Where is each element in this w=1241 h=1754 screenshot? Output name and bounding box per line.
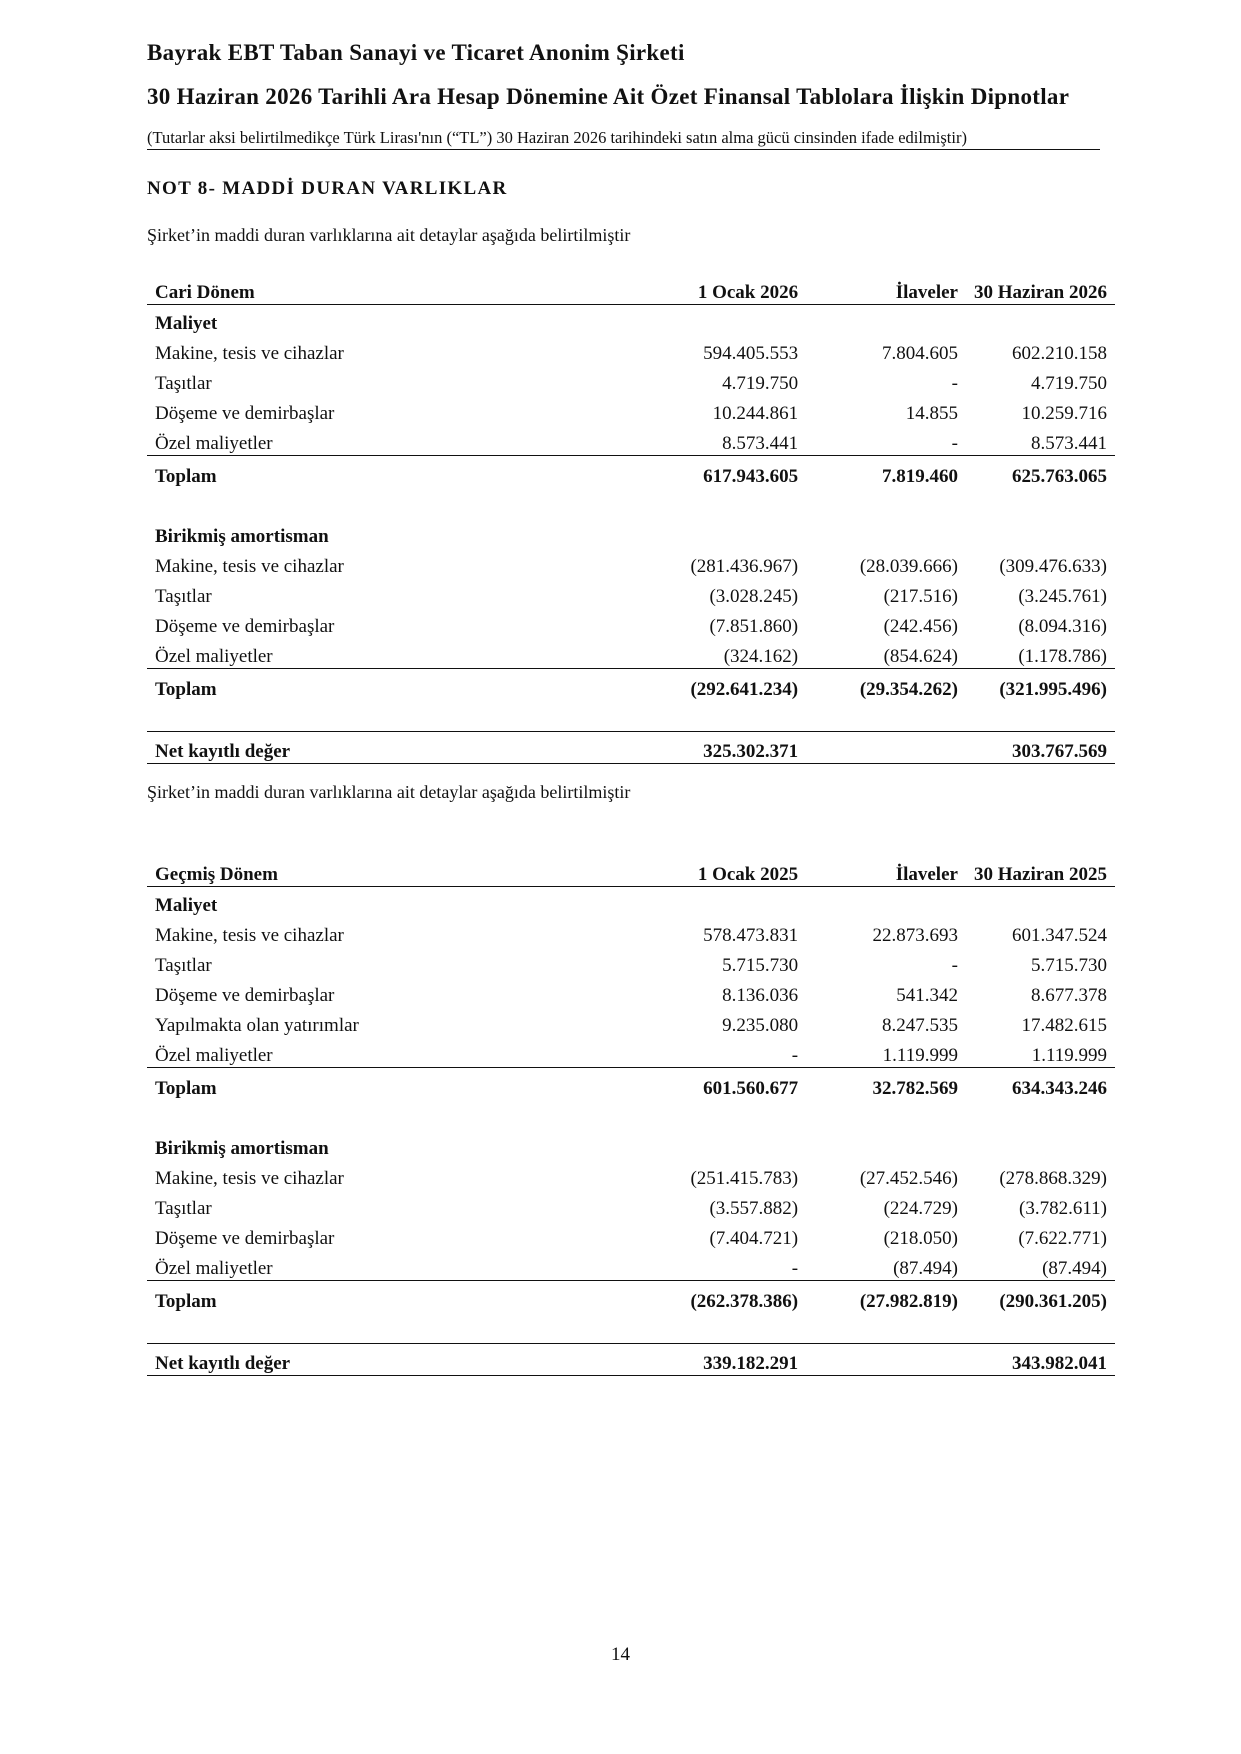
additions-total: (29.354.262): [806, 669, 966, 702]
additions-value: (242.456): [883, 616, 958, 637]
closing-value: (7.622.771): [1018, 1228, 1107, 1249]
depreciation-heading: Birikmiş amortisman: [155, 526, 329, 547]
additions-value: (224.729): [883, 1198, 958, 1219]
table-row: [147, 1190, 1115, 1220]
row-label: Döşeme ve demirbaşlar: [155, 985, 335, 1006]
opening-net: 339.182.291: [606, 1344, 806, 1376]
table-row: [147, 608, 1115, 638]
opening-value: (7.851.860): [709, 616, 799, 637]
row-label: Makine, tesis ve cihazlar: [155, 1168, 344, 1189]
closing-value: (278.868.329): [999, 1168, 1107, 1189]
cost-heading: Maliyet: [155, 313, 218, 334]
opening-total: (262.378.386): [606, 1281, 806, 1314]
table-row: [147, 977, 1115, 1007]
cost-heading: Maliyet: [155, 895, 218, 916]
additions-net: [806, 1344, 966, 1376]
row-label: Döşeme ve demirbaşlar: [155, 403, 335, 424]
row-label: Yapılmakta olan yatırımlar: [155, 1015, 359, 1036]
opening-value: (324.162): [723, 646, 799, 667]
closing-value: (3.782.611): [1019, 1198, 1107, 1219]
total-label: Toplam: [147, 1281, 606, 1314]
additions-value: (87.494): [893, 1258, 958, 1279]
net-label: Net kayıtlı değer: [147, 732, 606, 764]
depreciation-heading-row: [147, 518, 1115, 548]
current-period-table: [147, 270, 1115, 764]
table-row: [147, 425, 1115, 456]
depreciation-heading: Birikmiş amortisman: [155, 1138, 329, 1159]
net-book-value-row: [147, 1344, 1115, 1376]
column-header-period: Cari Dönem: [147, 270, 606, 305]
row-label: Özel maliyetler: [155, 646, 273, 667]
table-row: [147, 1220, 1115, 1250]
row-label: Özel maliyetler: [155, 1045, 273, 1066]
additions-total: 7.819.460: [806, 456, 966, 489]
current-intro-text: Şirket’in maddi duran varlıklarına ait detaylar aşağıda belirtilmiştir: [147, 225, 631, 245]
opening-value: 594.405.553: [703, 343, 799, 364]
additions-value: (217.516): [883, 586, 958, 607]
closing-value: 602.210.158: [1012, 343, 1107, 364]
column-header-opening: 1 Ocak 2025: [606, 852, 806, 887]
table-row: [147, 1007, 1115, 1037]
opening-value: (3.557.882): [709, 1198, 799, 1219]
opening-value: 9.235.080: [722, 1015, 799, 1036]
closing-value: (8.094.316): [1018, 616, 1107, 637]
closing-net: 303.767.569: [966, 732, 1115, 764]
document-title: 30 Haziran 2026 Tarihli Ara Hesap Dönemine Ait Özet Finansal Tablolara İlişkin Dipnotlar: [147, 84, 1070, 109]
additions-total: (27.982.819): [806, 1281, 966, 1314]
opening-value: (281.436.967): [690, 556, 799, 577]
opening-total: 601.560.677: [606, 1068, 806, 1101]
additions-value: -: [951, 373, 958, 394]
row-label: Özel maliyetler: [155, 433, 273, 454]
opening-total: (292.641.234): [606, 669, 806, 702]
closing-net: 343.982.041: [966, 1344, 1115, 1376]
additions-value: -: [951, 433, 958, 454]
table-row: [147, 947, 1115, 977]
cost-total-row: [147, 1068, 1115, 1101]
closing-value: 17.482.615: [1021, 1015, 1107, 1036]
additions-value: 1.119.999: [882, 1045, 958, 1066]
cost-total-row: [147, 456, 1115, 489]
table-row: [147, 395, 1115, 425]
table-header-row: [147, 270, 1115, 305]
opening-value: -: [791, 1258, 799, 1279]
additions-value: (218.050): [883, 1228, 958, 1249]
opening-value: 578.473.831: [703, 925, 799, 946]
opening-value: 8.573.441: [722, 433, 799, 454]
row-label: Taşıtlar: [155, 1198, 212, 1219]
additions-net: [806, 732, 966, 764]
closing-total: 625.763.065: [966, 456, 1115, 489]
table-row: [147, 335, 1115, 365]
row-label: Taşıtlar: [155, 586, 212, 607]
column-header-closing: 30 Haziran 2025: [966, 852, 1115, 887]
total-label: Toplam: [147, 669, 606, 702]
closing-total: (290.361.205): [966, 1281, 1115, 1314]
opening-value: 4.719.750: [722, 373, 799, 394]
additions-value: (28.039.666): [859, 556, 958, 577]
row-label: Taşıtlar: [155, 955, 212, 976]
row-label: Taşıtlar: [155, 373, 212, 394]
depreciation-total-row: [147, 1281, 1115, 1314]
table-row: [147, 1160, 1115, 1190]
row-label: Makine, tesis ve cihazlar: [155, 925, 344, 946]
prior-intro-text: Şirket’in maddi duran varlıklarına ait detaylar aşağıda belirtilmiştir: [147, 782, 631, 802]
page-number: 14: [611, 1644, 630, 1665]
section-title: NOT 8- MADDİ DURAN VARLIKLAR: [147, 178, 508, 199]
opening-value: 10.244.861: [712, 403, 799, 424]
column-header-closing: 30 Haziran 2026: [966, 270, 1115, 305]
table-row: [147, 548, 1115, 578]
opening-value: 5.715.730: [722, 955, 799, 976]
closing-value: 8.573.441: [1031, 433, 1107, 454]
opening-net: 325.302.371: [606, 732, 806, 764]
column-header-additions: İlaveler: [806, 270, 966, 305]
table-header-row: [147, 852, 1115, 887]
row-label: Döşeme ve demirbaşlar: [155, 1228, 335, 1249]
additions-value: 541.342: [896, 985, 958, 1006]
row-label: Makine, tesis ve cihazlar: [155, 556, 344, 577]
closing-total: (321.995.496): [966, 669, 1115, 702]
closing-value: 601.347.524: [1012, 925, 1107, 946]
opening-total: 617.943.605: [606, 456, 806, 489]
closing-value: (309.476.633): [999, 556, 1107, 577]
spacer-row: [147, 1313, 1115, 1344]
opening-value: (7.404.721): [709, 1228, 799, 1249]
cost-heading-row: [147, 305, 1115, 336]
spacer-row: [147, 1100, 1115, 1130]
table-row: [147, 1250, 1115, 1281]
closing-value: 4.719.750: [1031, 373, 1107, 394]
table-row: [147, 638, 1115, 669]
closing-value: 1.119.999: [1031, 1045, 1107, 1066]
currency-note: (Tutarlar aksi belirtilmedikçe Türk Lirası'nın (“TL”) 30 Haziran 2026 tarihindeki satın alma gücü cinsinden ifade edilmiştir): [147, 128, 967, 147]
row-label: Özel maliyetler: [155, 1258, 273, 1279]
net-label: Net kayıtlı değer: [147, 1344, 606, 1376]
additions-value: (27.452.546): [859, 1168, 958, 1189]
row-label: Döşeme ve demirbaşlar: [155, 616, 335, 637]
net-book-value-row: [147, 732, 1115, 764]
cost-heading-row: [147, 887, 1115, 918]
spacer-row: [147, 488, 1115, 518]
closing-value: 8.677.378: [1031, 985, 1107, 1006]
column-header-period: Geçmiş Dönem: [147, 852, 606, 887]
additions-value: (854.624): [883, 646, 958, 667]
table-row: [147, 917, 1115, 947]
depreciation-heading-row: [147, 1130, 1115, 1160]
closing-value: 10.259.716: [1021, 403, 1107, 424]
additions-value: 8.247.535: [881, 1015, 958, 1036]
total-label: Toplam: [147, 456, 606, 489]
opening-value: -: [791, 1045, 799, 1066]
company-name: Bayrak EBT Taban Sanayi ve Ticaret Anonim Şirketi: [147, 40, 685, 65]
table-row: [147, 365, 1115, 395]
additions-value: 22.873.693: [872, 925, 958, 946]
closing-value: (3.245.761): [1018, 586, 1107, 607]
table-row: [147, 578, 1115, 608]
closing-total: 634.343.246: [966, 1068, 1115, 1101]
total-label: Toplam: [147, 1068, 606, 1101]
opening-value: 8.136.036: [722, 985, 799, 1006]
header-divider: [147, 149, 1100, 150]
row-label: Makine, tesis ve cihazlar: [155, 343, 344, 364]
additions-value: -: [951, 955, 958, 976]
additions-value: 7.804.605: [881, 343, 958, 364]
additions-value: 14.855: [905, 403, 958, 424]
depreciation-total-row: [147, 669, 1115, 702]
column-header-opening: 1 Ocak 2026: [606, 270, 806, 305]
opening-value: (3.028.245): [709, 586, 799, 607]
spacer-row: [147, 701, 1115, 732]
closing-value: (1.178.786): [1018, 646, 1107, 667]
opening-value: (251.415.783): [690, 1168, 799, 1189]
closing-value: (87.494): [1042, 1258, 1107, 1279]
table-row: [147, 1037, 1115, 1068]
additions-total: 32.782.569: [806, 1068, 966, 1101]
closing-value: 5.715.730: [1031, 955, 1107, 976]
column-header-additions: İlaveler: [806, 852, 966, 887]
prior-period-table: [147, 852, 1115, 1376]
